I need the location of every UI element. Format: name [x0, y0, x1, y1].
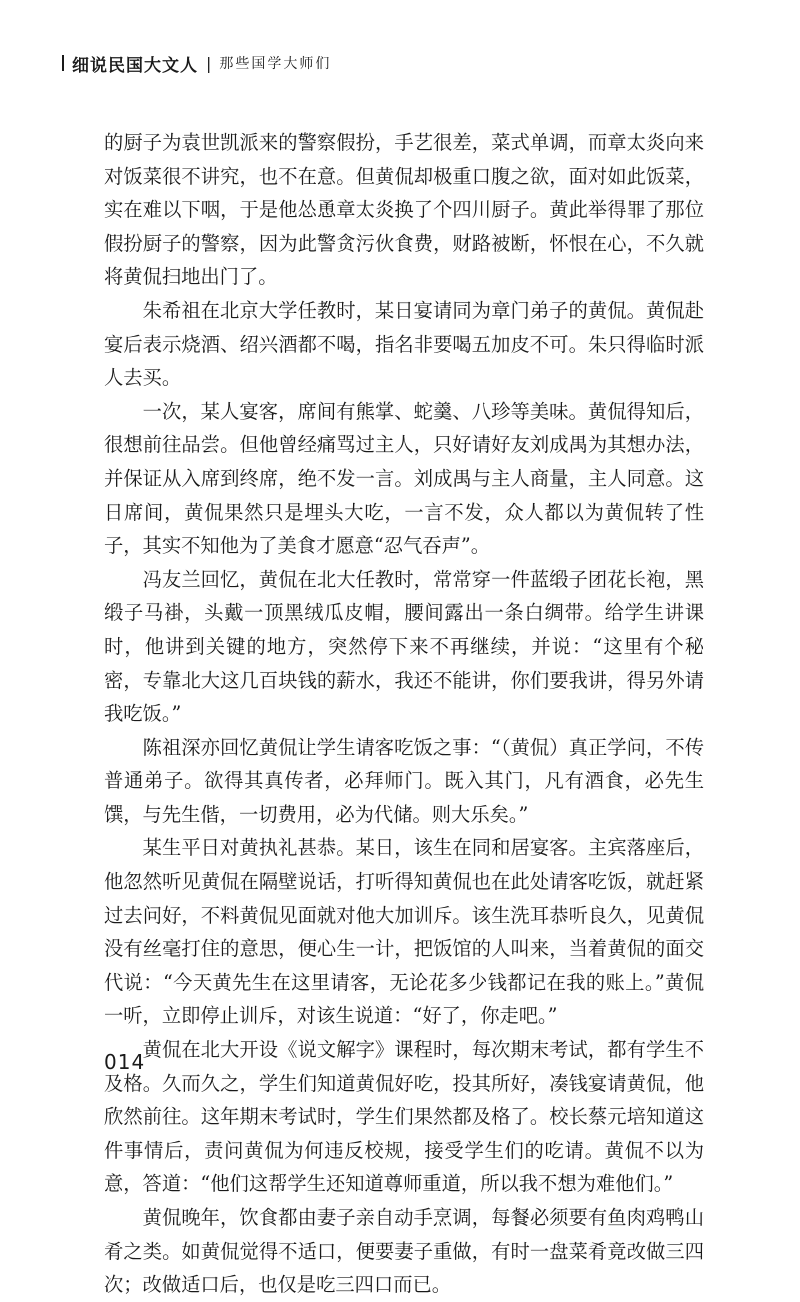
paragraph: 黄侃晚年，饮食都由妻子亲自动手烹调，每餐必须要有鱼肉鸡鸭山肴之类。如黄侃觉得不适口，便要妻子重做，有时一盘菜肴竟改做三四次；改做适口后，也仅是吃三四口而已。 — [104, 1206, 704, 1297]
page-number: 014 — [104, 1050, 146, 1074]
paragraph: 朱希祖在北京大学任教时，某日宴请同为章门弟子的黄侃。黄侃赴宴后表示烧酒、绍兴酒都不喝，指名非要喝五加皮不可。朱只得临时派人去买。 — [104, 298, 704, 390]
paragraph: 的厨子为袁世凯派来的警察假扮，手艺很差，菜式单调，而章太炎向来对饭菜很不讲究，也不在意。但黄侃却极重口腹之欲，面对如此饭菜，实在难以下咽，于是他怂恿章太炎换了个四川厨子。黄此举得罪了那位假扮厨子的警察，因为此警贪污伙食费，财路被断，怀恨在心，不久就将黄侃扫地出门了。 — [104, 131, 704, 289]
body-text — [104, 126, 704, 1302]
paragraph: 黄侃在北大开设《说文解字》课程时，每次期末考试，都有学生不及格。久而久之，学生们知道黄侃好吃，投其所好，凑钱宴请黄侃，他欣然前往。这年期末考试时，学生们果然都及格了。校长蔡元培知道这件事情后，责问黄侃为何违反校规，接受学生们的吃请。黄侃不以为意，答道：“他们这帮学生还知道尊师重道，所以我不想为难他们。” — [104, 1038, 704, 1196]
header-separator: | — [206, 53, 212, 73]
paragraph: 一次，某人宴客，席间有熊掌、蛇羹、八珍等美味。黄侃得知后，很想前往品尝。但他曾经痛骂过主人，只好请好友刘成禺为其想办法，并保证从入席到终席，绝不发一言。刘成禺与主人商量，主人同意。这日席间，黄侃果然只是埋头大吃，一言不发，众人都以为黄侃转了性子，其实不知他为了美食才愿意“忍气吞声”。 — [104, 399, 704, 558]
section-title: 那些国学大师们 — [219, 56, 332, 72]
running-header — [62, 48, 331, 78]
paragraph: 某生平日对黄执礼甚恭。某日，该生在同和居宴客。主宾落座后，他忽然听见黄侃在隔壁说话，打听得知黄侃也在此处请客吃饭，就赶紧过去问好，不料黄侃见面就对他大加训斥。该生洗耳恭听良久，见黄侃没有丝毫打住的意思，便心生一计，把饭馆的人叫来，当着黄侃的面交代说：“今天黄先生在这里请客，无论花多少钱都记在我的账上。”黄侃一听，立即停止训斥，对该生说道：“好了，你走吧。” — [104, 836, 704, 1028]
header-bar — [62, 55, 64, 71]
paragraph: 陈祖深亦回忆黄侃让学生请客吃饭之事：“（黄侃）真正学问，不传普通弟子。欲得其真传者，必拜师门。既入其门，凡有酒食，必先生馔，与先生偕，一切费用，必为代储。则大乐矣。” — [104, 735, 704, 826]
book-title: 细说民国大文人 — [72, 55, 198, 76]
paragraph: 冯友兰回忆，黄侃在北大任教时，常常穿一件蓝缎子团花长袍，黑缎子马褂，头戴一顶黑绒瓜皮帽，腰间露出一条白绸带。给学生讲课时，他讲到关键的地方，突然停下来不再继续，并说：“这里有个秘密，专靠北大这几百块钱的薪水，我还不能讲，你们要我讲，得另外请我吃饭。” — [104, 567, 704, 726]
